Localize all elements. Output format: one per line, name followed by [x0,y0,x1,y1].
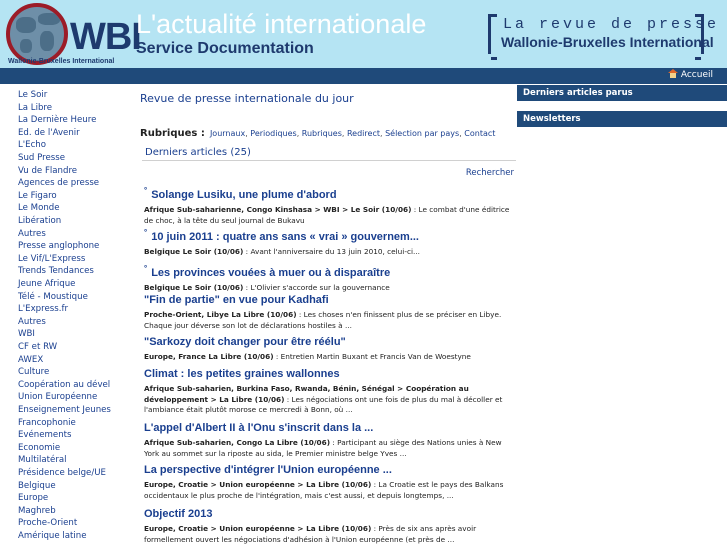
article-title[interactable] [144,368,516,381]
article-title-text: "Sarkozy doit changer pour être réélu" [144,336,346,348]
rubrique-link[interactable]: Rubriques [301,129,342,138]
article-meta [144,524,516,545]
article-meta [144,480,516,501]
rubrique-link[interactable]: Contact [464,129,496,138]
sidebar-item[interactable]: Maghreb [18,505,56,516]
article-title[interactable] [144,336,516,349]
article-meta [144,310,516,331]
article-meta [144,384,516,416]
sidebar-item[interactable]: Trends Tendances [18,266,94,277]
article-title[interactable] [144,464,516,477]
home-icon [668,69,678,78]
article-excerpt: : Participant au siège des Nations unies à New York au sommet sur la riposte au sida, le Premier ministre belge Yves ... [144,438,502,458]
article-excerpt: : La Croatie est le pays des Balkans occidentaux le plus proche de l'intégration, mais c'est aussi, et depuis longtemps, ... [144,480,504,500]
rubrique-separator: , [459,129,465,138]
home-label: Accueil [680,70,713,80]
site-header [0,0,727,68]
article-title[interactable] [144,508,516,521]
main-content [140,84,516,545]
sidebar-item[interactable]: Culture [18,367,50,378]
article-title[interactable] [144,294,516,307]
article-source: Europe, Croatie > Union européenne > La Libre (10/06) [144,524,372,533]
site-title: L'actualité internationale [136,9,427,39]
article-excerpt: : Près de six ans après avoir formellement ouvert les négociations d'adhésion à l'Union européenne (et près de ... [144,524,477,544]
degree-bullet-icon: ° [144,228,148,237]
article-title-text: La perspective d'intégrer l'Union européenne ... [144,464,392,476]
sidebar-item[interactable]: Francophonie [18,417,76,428]
sidebar-item[interactable]: Economie [18,442,61,453]
sidebar-item[interactable]: Présidence belge/UE [18,468,106,478]
sidebar-item[interactable]: L'Echo [18,140,47,151]
sidebar-item[interactable]: Enseignement Jeunes [18,405,111,415]
article-source: Proche-Orient, Libye La Libre (10/06) [144,310,297,319]
article-title-text: Objectif 2013 [144,508,213,520]
article-meta [144,352,516,363]
logo-subtext: Wallonie-Bruxelles International [8,58,115,65]
rubriques-links [210,121,495,140]
article-source: Europe, France La Libre (10/06) [144,352,274,361]
sidebar-item[interactable]: Amérique latine [18,531,87,541]
article-source: Belgique Le Soir (10/06) [144,283,244,292]
article-title-text: Les provinces vouées à muer ou à disparaître [151,267,391,279]
article-meta [144,247,516,258]
article-source: Europe, Croatie > Union européenne > La Libre (10/06) [144,480,372,489]
right-column [517,84,727,545]
article-excerpt: : Le combat d'une éditrice de choc, à la tête du seul journal de Bukavu [144,205,510,225]
revue-line2: Wallonie-Bruxelles International [501,34,714,50]
article-title[interactable] [144,184,516,202]
sidebar-item[interactable]: Coopération au dével [18,379,111,390]
article-title-text: 10 juin 2011 : quatre ans sans « vrai » gouvernem... [151,231,419,243]
sidebar-item[interactable]: Autres [18,316,46,327]
article-item [144,184,516,226]
right-box-header[interactable]: Newsletters [517,111,727,127]
article-item [144,422,516,459]
search-link[interactable]: Rechercher [465,168,514,178]
section-divider [142,160,516,161]
sidebar-item[interactable]: Proche-Orient [18,518,78,529]
article-meta [144,205,516,226]
article-item [144,368,516,416]
sidebar-item[interactable]: Télé - Moustique [18,291,88,302]
sidebar-item[interactable]: Le Vif/L'Express [18,253,86,264]
degree-bullet-icon: ° [144,264,148,273]
rubrique-separator: , [379,129,386,138]
sidebar-item[interactable]: Multilatéral [18,455,67,466]
right-box-header[interactable]: Derniers articles parus [517,85,727,101]
article-item [144,336,516,363]
sidebar-item[interactable]: La Dernière Heure [18,115,97,126]
rubrique-link[interactable]: Sélection par pays [385,129,460,138]
article-title[interactable] [144,262,516,280]
sidebar-item[interactable]: WBI [18,329,35,340]
sidebar-item[interactable]: Jeune Afrique [18,279,76,289]
logo-text[interactable]: WBI [70,16,141,58]
sidebar-nav [0,88,126,545]
degree-bullet-icon: ° [144,186,148,195]
article-excerpt: : Les choses n'en finissent plus de se préciser en Libye. Chaque jour déverse son lot de déclarations hostiles à ... [144,310,502,330]
sidebar-item[interactable]: Europe [18,493,49,504]
rubrique-link[interactable]: Journaux [209,129,246,138]
rubrique-separator: , [245,129,251,138]
sidebar-item[interactable]: La Libre [18,102,53,113]
sidebar-item[interactable]: Presse anglophone [18,241,100,252]
article-excerpt: : L'Olivier s'accorde sur la gouvernance [243,283,390,292]
sidebar-item[interactable]: L'Express.fr [18,304,68,315]
article-title-text: "Fin de partie" en vue pour Kadhafi [144,294,329,306]
revue-line1: La revue de presse [503,16,720,33]
article-item [144,508,516,545]
sidebar-item[interactable]: Le Soir [18,90,48,100]
sidebar-item[interactable]: Belgique [18,480,56,491]
globe-logo-icon[interactable] [6,3,68,65]
article-source: Afrique Sub-saharien, Burkina Faso, Rwanda, Bénin, Sénégal > Coopération au développement > La Libre (10/06) [144,384,469,404]
article-meta [144,283,516,294]
site-subtitle: Service Documentation [136,40,314,57]
article-item [144,464,516,501]
article-title-text: Solange Lusiku, une plume d'abord [151,189,337,201]
article-meta [144,438,516,459]
sidebar-item[interactable]: Libération [18,216,62,226]
article-item [144,262,516,294]
sidebar-item[interactable]: Agences de presse [18,178,100,189]
article-item [144,226,516,258]
top-nav-bar [0,68,727,84]
sidebar-item[interactable]: Ed. de l'Avenir [18,127,80,138]
article-excerpt: : Les négociations ont une fois de plus du mal à décoller et l'ambiance était plutôt morose ce mercredi à Bonn, où ... [144,394,503,414]
sidebar-item[interactable]: Sud Presse [18,153,65,163]
sidebar-item[interactable]: Le Figaro [18,190,57,201]
article-excerpt: : Entretien Martin Buxant et Francis Van de Woestyne [273,352,471,361]
article-item [144,294,516,331]
sidebar-item[interactable]: Autres [18,228,46,239]
sidebar-item[interactable]: Le Monde [18,203,60,214]
section-title[interactable]: Derniers articles (25) [145,147,251,158]
sidebar-item[interactable]: Union Européenne [18,392,98,403]
article-source: Afrique Sub-saharienne, Congo Kinshasa > WBI > Le Soir (10/06) [144,205,412,214]
sidebar-item[interactable]: Vu de Flandre [18,165,78,176]
sidebar-item[interactable]: CF et RW [18,342,58,352]
article-source: Afrique Sub-saharien, Congo La Libre (10/06) [144,438,331,447]
article-source: Belgique Le Soir (10/06) [144,247,244,256]
article-title[interactable] [144,226,516,244]
sidebar-item[interactable]: AWEX [18,354,44,365]
article-title-text: L'appel d'Albert II à l'Onu s'inscrit dans la ... [144,422,374,434]
sidebar-item[interactable]: Evénements [18,430,72,441]
rubrique-link[interactable]: Redirect [346,129,380,138]
article-title[interactable] [144,422,516,435]
rubrique-separator: , [296,129,302,138]
rubriques-label: Rubriques : [140,128,205,139]
revue-banner [488,14,720,54]
home-link[interactable] [668,69,713,80]
rubriques-bar [140,121,495,140]
page-title: Revue de presse internationale du jour [140,92,354,105]
article-excerpt: : Avant l'anniversaire du 13 juin 2010, celui-ci... [243,247,420,256]
rubrique-separator: , [341,129,347,138]
article-title-text: Climat : les petites graines wallonnes [144,368,340,380]
rubrique-link[interactable]: Periodiques [250,129,297,138]
